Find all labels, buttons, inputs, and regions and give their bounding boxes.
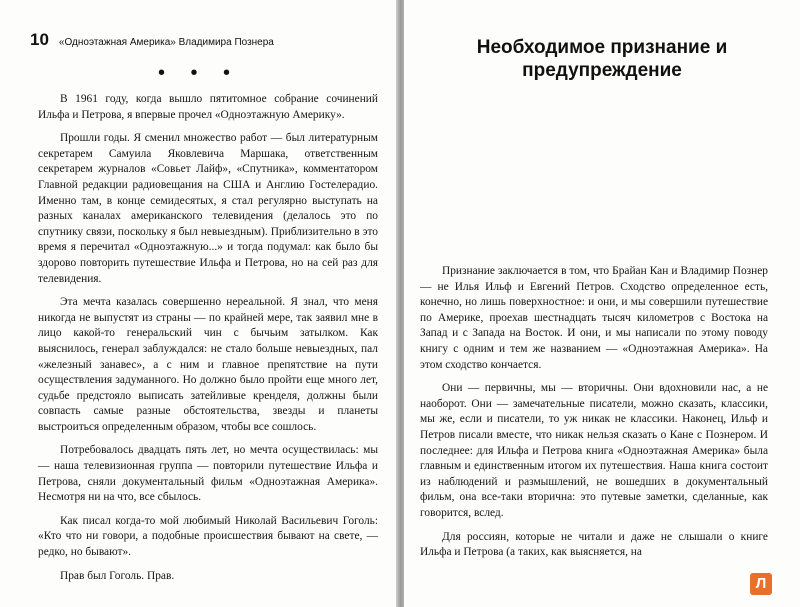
left-body-text: [38, 92, 378, 592]
paragraph: Признание заключается в том, что Брайан Кан и Владимир Познер — не Илья Ильф и Евгений Петров. Сходство определенное есть, конечно, но лишь поверхностное: и они, и мы совершили путешествие по Америке, проехав шестнадцать тысяч километров с Востока на Запад и с Запада на Восток. И они, и мы написали по этому поводу книгу с одним и тем же названием — «Одноэтажная Америка». На этом сходство кончается.: [420, 265, 768, 371]
page-number: 10: [30, 30, 49, 49]
chapter-title: Необходимое признание и предупреждение: [476, 37, 728, 81]
running-title: «Одноэтажная Америка» Владимира Познера: [58, 37, 274, 48]
paragraph: Они — первичны, мы — вторичны. Они вдохновили нас, а не наоборот. Они — замечательные писатели, можно сказать, классики, мы же, если и писатели, то уж никак не классики. Наконец, Ильф и Петров писали вместе, что никак нельзя сказать о Кане с Познером. И последнее: для Ильфа и Петрова книга «Одноэтажная Америка» была главным и единственным итогом их путешествия. Наша книга состоит из наблюдений и размышлений, не вошедших в документальный фильм, она все-таки вторична: это путевые заметки, сделанные, как говорится, вслед.: [420, 382, 768, 519]
paragraph: Потребовалось двадцать пять лет, но мечта осуществилась: мы — наша телевизионная группа — повторили путешествие Ильфа и Петрова, сняли документальный фильм «Одноэтажная Америка». Несмотря ни на что, все сбылось.: [38, 444, 378, 504]
section-divider: • • •: [157, 62, 241, 84]
paragraph: Как писал когда-то мой любимый Николай Васильевич Гоголь: «Кто что ни говори, а подобные происшествия бывают на свете, — редко, но бывают».: [38, 514, 378, 559]
left-page: [0, 0, 398, 607]
publisher-logo-icon: Л: [750, 573, 772, 595]
paragraph: Для россиян, которые не читали и даже не слышали о книге Ильфа и Петрова (а таких, как выясняется, на: [420, 530, 768, 559]
paragraph: Эта мечта казалась совершенно нереальной. Я знал, что меня никогда не выпустят из страны — по крайней мере, так заявил мне в лицо какой-то генеральский чин с бычьим затылком. Как выяснилось, генерал заблуждался: не стало больше невыездных, пал «железный занавес», а с ним и главное препятствие на пути осуществления задуманного. Но должно было пройти еще много лет, судьбе предстояло выписать затейливые кренделя, должны были совпасть самые разные обстоятельства, звезды и планеты выстроиться определенным образом, чтобы все сошлось.: [38, 296, 378, 433]
running-head: [30, 30, 274, 50]
paragraph: Прав был Гоголь. Прав.: [60, 569, 175, 582]
paragraph: Прошли годы. Я сменил множество работ — был литературным секретарем Самуила Яковлевича Маршака, ответственным секретарем журналов «Совьет Лайф», «Спутника», комментатором Главной редакции радиовещания на США и Англию Гостелерадио. Именно там, в конце семидесятых, я стал регулярно выступать на разных каналах американского телевидения (делалось это по спутнику связи, поскольку я был невыездным). Приблизительно в это время я перечитал «Одноэтажную...» и тогда подумал: как было бы здорово повторить путешествие Ильфа и Петрова, но на сей раз для телевидения.: [38, 132, 378, 285]
right-page: [404, 0, 800, 607]
right-body-text: [420, 264, 768, 569]
paragraph: В 1961 году, когда вышло пятитомное собрание сочинений Ильфа и Петрова, я впервые прочел «Одноэтажную Америку».: [38, 93, 378, 121]
